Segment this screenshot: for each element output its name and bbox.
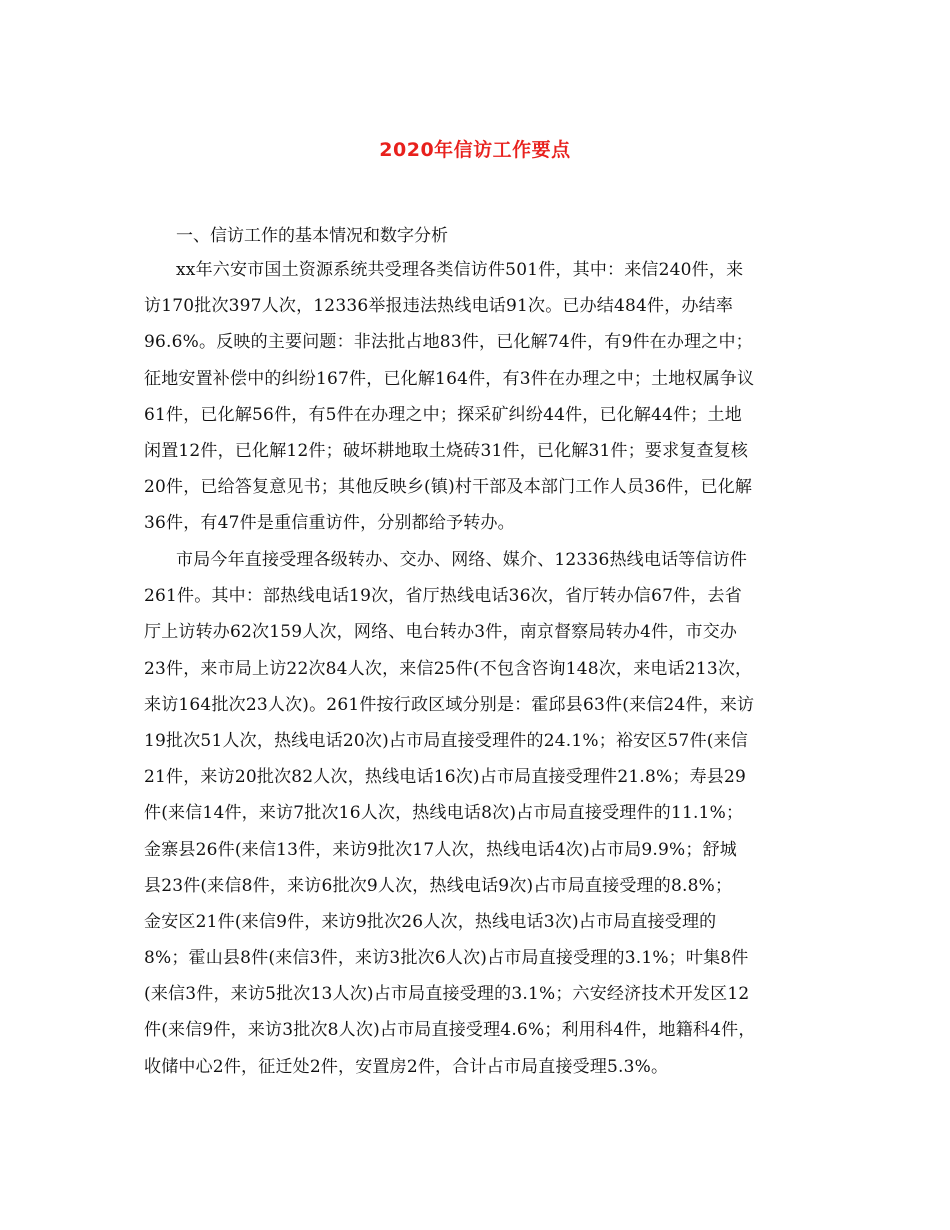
- paragraph-line: 96.6%。反映的主要问题：非法批占地83件，已化解74件，有9件在办理之中；: [144, 332, 753, 353]
- paragraph-1: [144, 252, 814, 542]
- paragraph-line: 闲置12件，已化解12件；破坏耕地取土烧砖31件，已化解31件；要求复查复核: [144, 440, 749, 461]
- paragraph-line: 金安区21件(来信9件，来访9批次26人次，热线电话3次)占市局直接受理的: [144, 911, 717, 932]
- paragraph-line: 261件。其中：部热线电话19次，省厅热线电话36次，省厅转办信67件，去省: [144, 586, 742, 607]
- paragraph-line: 市局今年直接受理各级转办、交办、网络、媒介、12336热线电话等信访件: [176, 550, 748, 570]
- paragraph-2: [144, 542, 814, 1085]
- paragraph-line: 访170批次397人次，12336举报违法热线电话91次。已办结484件，办结率: [144, 296, 734, 317]
- paragraph-line: 36件，有47件是重信重访件，分别都给予转办。: [144, 513, 515, 534]
- paragraph-line: 8%；霍山县8件(来信3件，来访3批次6人次)占市局直接受理的3.1%；叶集8件: [144, 948, 749, 969]
- section-heading: 一、信访工作的基本情况和数字分析: [176, 226, 448, 246]
- paragraph-line: (来信3件，来访5批次13人次)占市局直接受理的3.1%；六安经济技术开发区12: [144, 984, 750, 1005]
- paragraph-line: xx年六安市国土资源系统共受理各类信访件501件，其中：来信240件，来: [176, 260, 744, 280]
- paragraph-line: 件(来信9件，来访3批次8人次)占市局直接受理4.6%；利用科4件，地籍科4件，: [144, 1020, 756, 1041]
- document-title: 2020年信访工作要点: [379, 139, 571, 161]
- paragraph-line: 19批次51人次，热线电话20次)占市局直接受理件的24.1%；裕安区57件(来信: [144, 730, 748, 751]
- paragraph-line: 厅上访转办62次159人次，网络、电台转办3件，南京督察局转办4件，市交办: [144, 622, 738, 643]
- paragraph-line: 23件，来市局上访22次84人次，来信25件(不包含咨询148次，来电话213次，: [144, 658, 753, 679]
- paragraph-line: 20件，已给答复意见书；其他反映乡(镇)村干部及本部门工作人员36件，已化解: [144, 477, 753, 498]
- paragraph-line: 件(来信14件，来访7批次16人次，热线电话8次)占市局直接受理件的11.1%；: [144, 803, 744, 824]
- paragraph-line: 县23件(来信8件，来访6批次9人次，热线电话9次)占市局直接受理的8.8%；: [144, 875, 733, 896]
- paragraph-line: 征地安置补偿中的纠纷167件，已化解164件，有3件在办理之中；土地权属争议: [144, 368, 755, 389]
- paragraph-line: 收储中心2件，征迁处2件，安置房2件，合计占市局直接受理5.3%。: [144, 1056, 669, 1077]
- paragraph-line: 来访164批次23人次)。261件按行政区域分别是：霍邱县63件(来信24件，来访: [144, 694, 755, 715]
- paragraph-line: 21件，来访20批次82人次，热线电话16次)占市局直接受理件21.8%；寿县29: [144, 767, 746, 788]
- paragraph-line: 61件，已化解56件，有5件在办理之中；探采矿纠纷44件，已化解44件；土地: [144, 404, 742, 425]
- paragraph-line: 金寨县26件(来信13件，来访9批次17人次，热线电话4次)占市局9.9%；舒城: [144, 839, 737, 860]
